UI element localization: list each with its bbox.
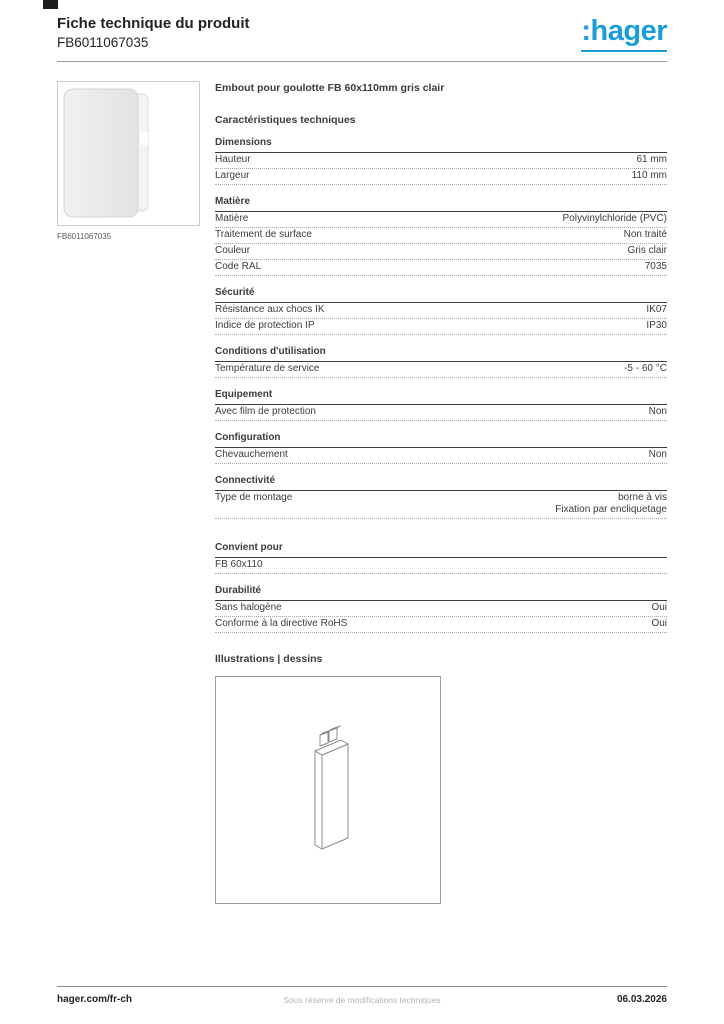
spec-row-label: Indice de protection IP: [215, 320, 315, 331]
spec-section: [215, 584, 667, 633]
spec-row: [215, 491, 667, 519]
spec-section-title: Matière: [215, 195, 667, 212]
spec-section: [215, 541, 667, 574]
illustrations-heading: Illustrations | dessins: [215, 653, 323, 665]
spec-section-title: Durabilité: [215, 584, 667, 601]
spec-row-value: Non: [648, 406, 667, 417]
spec-row-label: Chevauchement: [215, 449, 288, 460]
spec-section-title: Connectivité: [215, 474, 667, 491]
spec-row-value: Gris clair: [627, 245, 667, 256]
spec-row-label: Code RAL: [215, 261, 262, 272]
product-name: Embout pour goulotte FB 60x110mm gris clair: [215, 82, 445, 94]
spec-row-value: borne à vis Fixation par encliquetage: [555, 492, 667, 515]
spec-row-value: IK07: [646, 304, 667, 315]
spec-section: [215, 388, 667, 421]
corner-mark: [43, 0, 58, 9]
spec-row: [215, 558, 667, 574]
spec-row-value: Oui: [651, 602, 667, 613]
spec-row: [215, 212, 667, 228]
main-content: [57, 81, 667, 904]
spec-row-value: Oui: [651, 618, 667, 629]
spec-section: [215, 136, 667, 185]
spec-section-title: Sécurité: [215, 286, 667, 303]
spec-section: [215, 195, 667, 276]
spec-row: [215, 260, 667, 276]
illustration-box: [215, 676, 441, 904]
spec-row-value: 61 mm: [636, 154, 667, 165]
spec-row: [215, 244, 667, 260]
spec-row: [215, 228, 667, 244]
product-photo-image: [58, 82, 199, 225]
spec-row-value: IP30: [646, 320, 667, 331]
spec-row-value: Non traité: [623, 229, 667, 240]
product-photo-caption: FB6011067035: [57, 232, 112, 241]
spec-section-title: Configuration: [215, 431, 667, 448]
footer-note: Sous réserve de modifications techniques: [283, 995, 441, 1005]
spec-section: [215, 286, 667, 335]
spec-row-value: 110 mm: [631, 170, 667, 181]
footer: [57, 986, 667, 1005]
header: [57, 0, 667, 52]
spec-row-label: Avec film de protection: [215, 406, 316, 417]
footer-link[interactable]: hager.com/fr-ch: [57, 994, 133, 1005]
spec-row-label: Traitement de surface: [215, 229, 312, 240]
product-photo: [57, 81, 200, 226]
document-title: Fiche technique du produit: [57, 15, 250, 32]
spec-row-label: Matière: [215, 213, 249, 224]
spec-section: [215, 345, 667, 378]
spec-row-label: Couleur: [215, 245, 251, 256]
spec-section-title: Conditions d'utilisation: [215, 345, 667, 362]
spec-row-label: Conforme à la directive RoHS: [215, 618, 348, 629]
spec-section-title: Equipement: [215, 388, 667, 405]
spec-row-label: Hauteur: [215, 154, 251, 165]
spec-row-label: Largeur: [215, 170, 250, 181]
spec-row: [215, 405, 667, 421]
product-line-drawing: [216, 677, 440, 903]
spec-row: [215, 303, 667, 319]
spec-row-label: FB 60x110: [215, 559, 263, 570]
spec-section: [215, 431, 667, 464]
spec-row: [215, 362, 667, 378]
spec-row: [215, 617, 667, 633]
spec-row: [215, 153, 667, 169]
product-number: FB6011067035: [57, 35, 149, 50]
spec-row-value: 7035: [644, 261, 667, 272]
spec-row: [215, 448, 667, 464]
spec-section: [215, 474, 667, 519]
hager-logo: :hager: [581, 17, 667, 52]
spec-sections: [215, 136, 667, 633]
spec-row: [215, 169, 667, 185]
spec-row-value: Polyvinylchloride (PVC): [562, 213, 667, 224]
footer-date: 06.03.2026: [616, 994, 667, 1005]
specs-heading: Caractéristiques techniques: [215, 114, 356, 126]
product-image-column: [57, 81, 200, 904]
spec-row: [215, 319, 667, 335]
spec-row-label: Sans halogène: [215, 602, 282, 613]
spec-row-label: Résistance aux chocs IK: [215, 304, 325, 315]
spec-row-label: Type de montage: [215, 492, 293, 503]
header-titles: [57, 15, 250, 50]
spec-row: [215, 601, 667, 617]
spec-row-value: Non: [648, 449, 667, 460]
spec-section-title: Dimensions: [215, 136, 667, 153]
spec-section-title: Convient pour: [215, 541, 667, 558]
spec-row-label: Température de service: [215, 363, 320, 374]
header-divider: [57, 61, 667, 62]
spec-row-value: -5 - 60 °C: [624, 363, 667, 374]
spec-column: [215, 81, 667, 904]
